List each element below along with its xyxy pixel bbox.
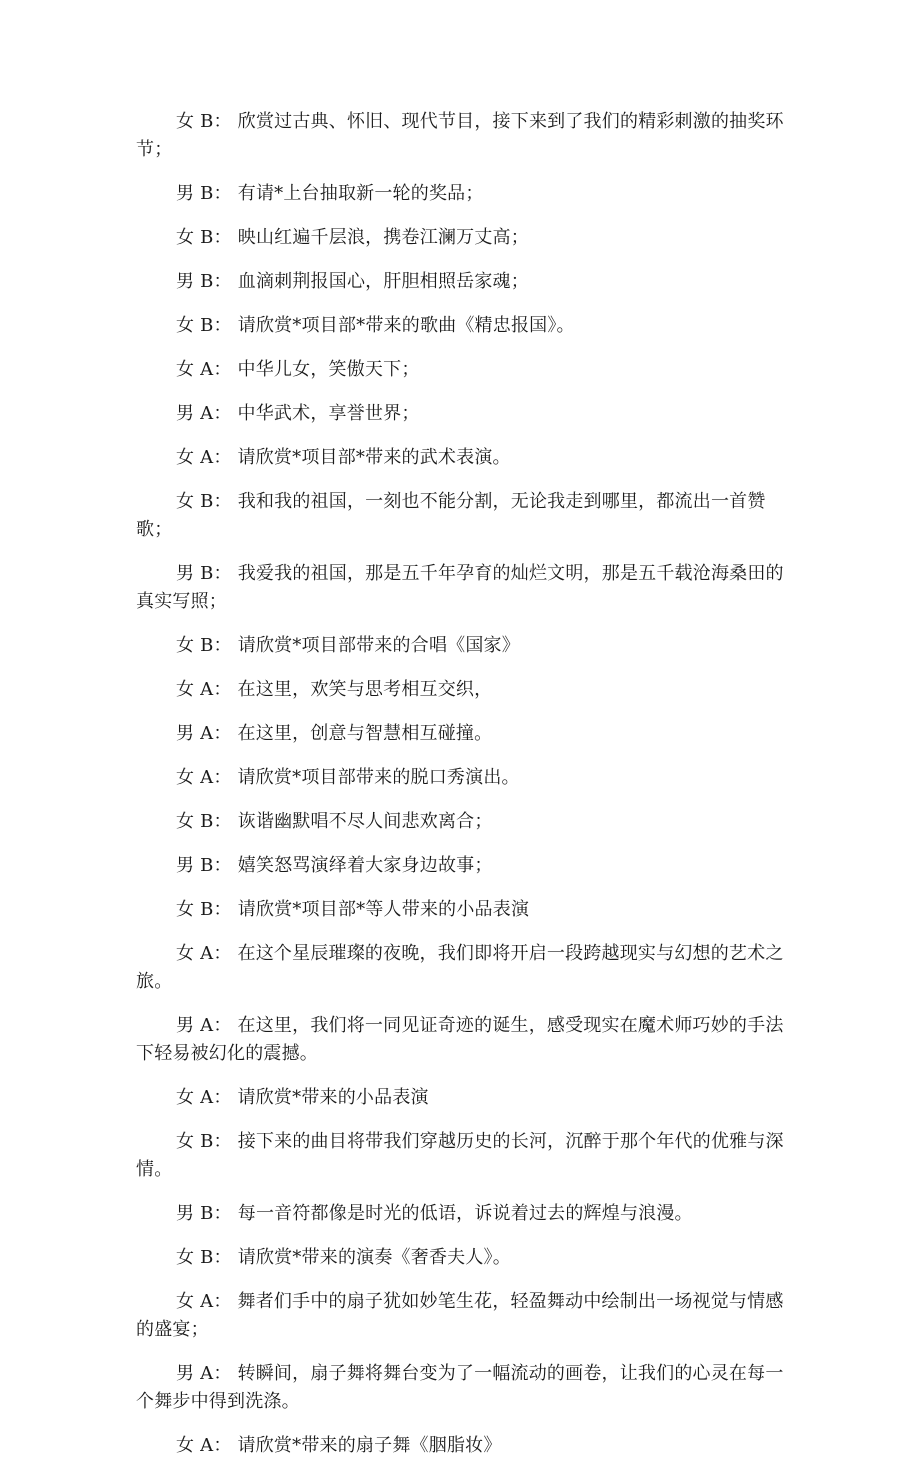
- script-line: [136, 676, 786, 704]
- line-text: 接下来的曲目将带我们穿越历史的长河，沉醉于那个年代的优雅与深情。: [136, 1131, 784, 1180]
- speaker-label: 女 A：: [176, 767, 232, 788]
- script-line: [136, 180, 786, 208]
- script-line: [136, 720, 786, 748]
- script-line: [136, 1360, 786, 1416]
- speaker-label: 男 A：: [176, 1363, 232, 1384]
- line-text: 在这个星辰璀璨的夜晚，我们即将开启一段跨越现实与幻想的艺术之旅。: [136, 943, 784, 992]
- speaker-label: 男 A：: [176, 1015, 232, 1036]
- speaker-label: 男 A：: [176, 723, 232, 744]
- script-line: [136, 268, 786, 296]
- speaker-label: 女 B：: [176, 811, 232, 832]
- line-text: 请欣赏*项目部*等人带来的小品表演: [237, 899, 530, 920]
- script-line: [136, 896, 786, 924]
- line-text: 欣赏过古典、怀旧、现代节目，接下来到了我们的精彩刺激的抽奖环节；: [136, 111, 784, 160]
- line-text: 在这里，创意与智慧相互碰撞。: [237, 723, 493, 744]
- script-line: [136, 632, 786, 660]
- line-text: 在这里，我们将一同见证奇迹的诞生，感受现实在魔术师巧妙的手法下轻易被幻化的震撼。: [136, 1015, 784, 1064]
- speaker-label: 女 B：: [176, 899, 232, 920]
- speaker-label: 女 B：: [176, 1247, 232, 1268]
- line-text: 转瞬间，扇子舞将舞台变为了一幅流动的画卷，让我们的心灵在每一个舞步中得到洗涤。: [136, 1363, 784, 1412]
- line-text: 嬉笑怒骂演绎着大家身边故事；: [237, 855, 493, 876]
- speaker-label: 男 B：: [176, 183, 232, 204]
- script-line: [136, 444, 786, 472]
- script-line: [136, 1200, 786, 1228]
- line-text: 我和我的祖国，一刻也不能分割，无论我走到哪里，都流出一首赞歌；: [136, 491, 766, 540]
- speaker-label: 女 A：: [176, 359, 232, 380]
- script-line: [136, 1012, 786, 1068]
- line-text: 请欣赏*项目部*带来的歌曲《精忠报国》。: [237, 315, 575, 336]
- line-text: 中华儿女，笑傲天下；: [237, 359, 420, 380]
- line-text: 在这里，欢笑与思考相互交织，: [237, 679, 493, 700]
- script-body: [136, 108, 786, 1476]
- speaker-label: 女 B：: [176, 635, 232, 656]
- speaker-label: 男 B：: [176, 1203, 232, 1224]
- line-text: 请欣赏*项目部*带来的武术表演。: [237, 447, 511, 468]
- script-line: [136, 356, 786, 384]
- line-text: 诙谐幽默唱不尽人间悲欢离合；: [237, 811, 493, 832]
- script-line: [136, 852, 786, 880]
- script-line: [136, 108, 786, 164]
- line-text: 映山红遍千层浪，携卷江澜万丈高；: [237, 227, 529, 248]
- script-line: [136, 764, 786, 792]
- script-line: [136, 1244, 786, 1272]
- line-text: 血滴刺荆报国心，肝胆相照岳家魂；: [237, 271, 529, 292]
- line-text: 请欣赏*带来的扇子舞《胭脂妆》: [237, 1435, 502, 1456]
- script-line: [136, 1128, 786, 1184]
- line-text: 中华武术，享誉世界；: [237, 403, 420, 424]
- speaker-label: 女 A：: [176, 447, 232, 468]
- speaker-label: 男 B：: [176, 271, 232, 292]
- speaker-label: 女 A：: [176, 943, 232, 964]
- speaker-label: 女 B：: [176, 1131, 232, 1152]
- script-line: [136, 400, 786, 428]
- speaker-label: 女 B：: [176, 111, 232, 132]
- script-line: [136, 312, 786, 340]
- line-text: 请欣赏*带来的小品表演: [237, 1087, 429, 1108]
- speaker-label: 女 B：: [176, 491, 232, 512]
- speaker-label: 女 A：: [176, 679, 232, 700]
- speaker-label: 男 A：: [176, 403, 232, 424]
- script-line: [136, 224, 786, 252]
- speaker-label: 男 B：: [176, 855, 232, 876]
- speaker-label: 女 B：: [176, 315, 232, 336]
- script-line: [136, 560, 786, 616]
- speaker-label: 女 A：: [176, 1087, 232, 1108]
- line-text: 我爱我的祖国，那是五千年孕育的灿烂文明，那是五千载沧海桑田的真实写照；: [136, 563, 784, 612]
- speaker-label: 女 A：: [176, 1435, 232, 1456]
- script-line: [136, 1432, 786, 1460]
- speaker-label: 男 B：: [176, 563, 232, 584]
- script-line: [136, 488, 786, 544]
- script-line: [136, 940, 786, 996]
- script-line: [136, 808, 786, 836]
- line-text: 每一音符都像是时光的低语，诉说着过去的辉煌与浪漫。: [237, 1203, 693, 1224]
- script-line: [136, 1084, 786, 1112]
- speaker-label: 女 A：: [176, 1291, 232, 1312]
- line-text: 请欣赏*带来的演奏《奢香夫人》。: [237, 1247, 511, 1268]
- line-text: 请欣赏*项目部带来的脱口秀演出。: [237, 767, 520, 788]
- speaker-label: 女 B：: [176, 227, 232, 248]
- script-line: [136, 1288, 786, 1344]
- line-text: 请欣赏*项目部带来的合唱《国家》: [237, 635, 520, 656]
- line-text: 有请*上台抽取新一轮的奖品；: [237, 183, 484, 204]
- line-text: 舞者们手中的扇子犹如妙笔生花，轻盈舞动中绘制出一场视觉与情感的盛宴；: [136, 1291, 784, 1340]
